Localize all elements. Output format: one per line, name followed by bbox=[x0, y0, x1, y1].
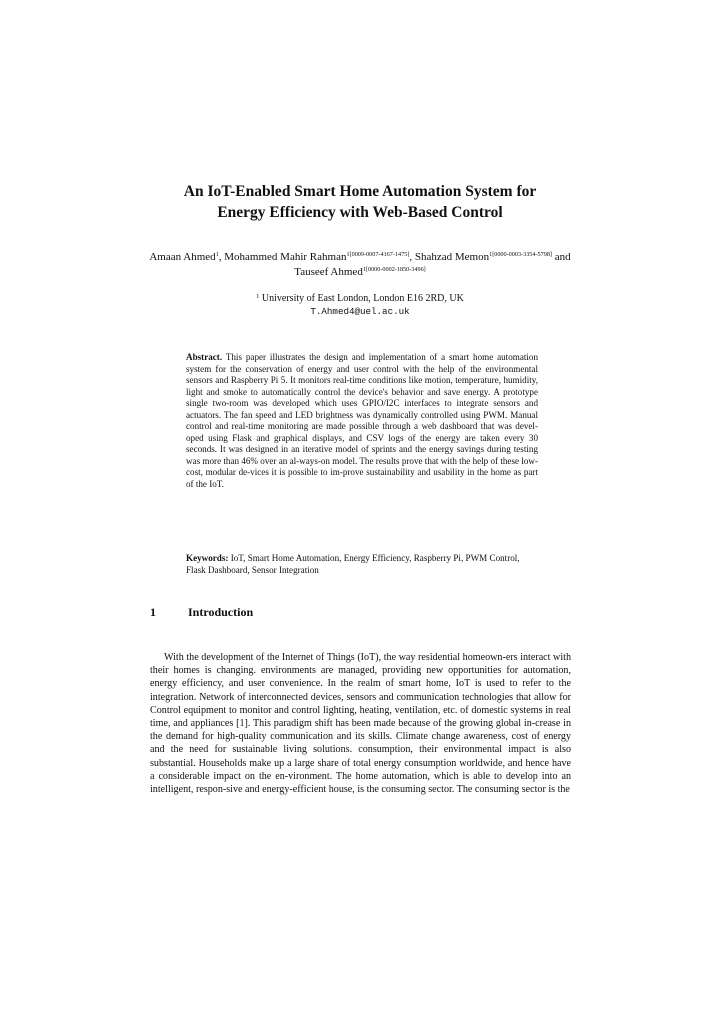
author-name: Shahzad Memon bbox=[414, 251, 490, 263]
affiliation-mark: 1 bbox=[256, 293, 260, 300]
keywords-label: Keywords: bbox=[186, 553, 229, 563]
title-line-1: An IoT-Enabled Smart Home Automation System for bbox=[183, 183, 537, 200]
abstract-text: This paper illustrates the design and implementation of a smart home automation system for the conservation of energy and user control with the help of the environmental sensors and Raspberry Pi 5. It monitors real-time conditions like motion, temperature, humidity, light and smoke to automatically control the device's behavior and save energy. A prototype single two-room was developed which uses GPIO/I2C interfaces to integrate sensors and actuators. The fan speed and LED brightness was dynamically controlled using PWM. Manual control and real-time monitoring are made possible through a web dashboard that was devel-oped using Flask and graphical displays, and CSV logs of the energy are taken every 30 seconds. It was designed in an iterative model of sprints and the energy savings during testing was more than 46% over an al-ways-on model. The results prove that with the help of these low-cost, modular de-vices it is possible to im-prove sustainability and usability in the home as part of the IoT. bbox=[186, 352, 539, 489]
author-name: Tauseef Ahmed bbox=[294, 266, 363, 278]
author-email[interactable]: T.Ahmed4@uel.ac.uk bbox=[310, 306, 410, 317]
keywords bbox=[186, 553, 538, 576]
author-orcid: 1[0009-0007-4167-1475] bbox=[346, 251, 410, 258]
affiliation-text: University of East London, London E16 2RD, UK bbox=[261, 293, 464, 304]
abstract bbox=[186, 352, 538, 490]
paper-title bbox=[100, 181, 620, 223]
keywords-text: IoT, Smart Home Automation, Energy Efficiency, Raspberry Pi, PWM Control, Flask Dashboard, Sensor Integration bbox=[186, 553, 520, 575]
abstract-label: Abstract. bbox=[186, 352, 223, 362]
affiliation bbox=[140, 292, 580, 318]
section-number: 1 bbox=[150, 605, 156, 619]
author-orcid: 1[0000-0003-3354-5798] bbox=[489, 251, 552, 258]
author-name: Amaan Ahmed bbox=[149, 251, 216, 263]
author-name: Mohammed Mahir Rahman bbox=[224, 251, 347, 263]
author-orcid: 1[0000-0002-1850-3496] bbox=[362, 266, 426, 273]
body-paragraph: With the development of the Internet of Things (IoT), the way residential homeown-ers interact with their homes is changing. environments are managed, providing new opportunities for automation, energy efficiency, and user convenience. In the realm of smart home, IoT is used to refer to the integration. Network of interconnected devices, sensors and communication technologies that allow for Control equipment to monitor and control lighting, heating, ventilation, etc. of domestic systems in real time, and appliances [1]. This paradigm shift has been made because of the growing global in-crease in the demand for high-quality communication and its skills. Climate change awareness, cost of energy and the need for sustainable living solutions. consumption, their environmental impact is also substantial. Households make up a large share of total energy consumption worldwide, and hence have a considerable impact on the en-vironment. The home automation, which is able to develop into an intelligent, respon-sive and energy-efficient house, is the consuming sector. The consuming sector is the bbox=[150, 652, 571, 796]
author-affiliation-mark: 1 bbox=[215, 251, 219, 258]
author-list: Amaan Ahmed$^1$, Mohammed Mahir Rahman$^{1[0009-0007-4167-1475]}$, Shahzad Memon$^{1[0000-0003-3354-5798]}$ and Tauseef Ahmed$^{1[0000-0002-1850-3496]}$ bbox=[149, 251, 571, 278]
section-heading bbox=[150, 604, 570, 620]
title-line-2: Energy Efficiency with Web-Based Control bbox=[217, 204, 503, 221]
section-title: Introduction bbox=[188, 605, 254, 619]
